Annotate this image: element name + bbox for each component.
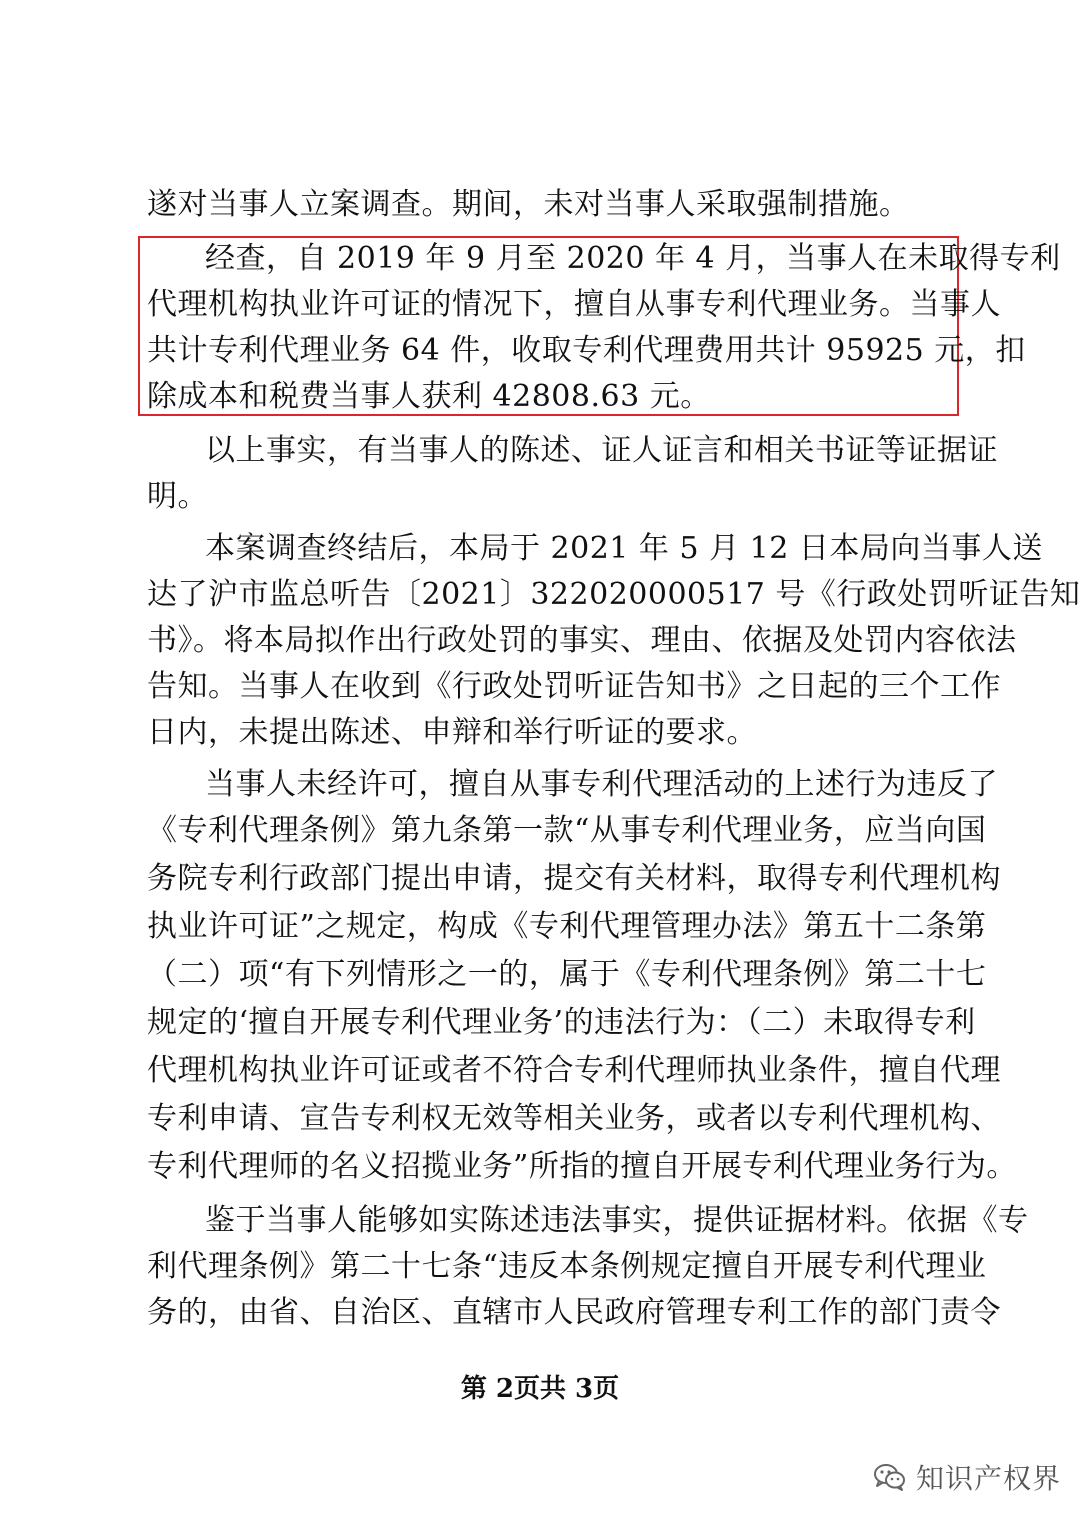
text-line: （二）项“有下列情形之一的，属于《专利代理条例》第二十七 xyxy=(147,957,987,992)
text-line: 共计专利代理业务 64 件，收取专利代理费用共计 95925 元，扣 xyxy=(147,333,1026,368)
text-line: 专利申请、宣告专利权无效等相关业务，或者以专利代理机构、 xyxy=(147,1101,1001,1136)
text-line: 经查，自 2019 年 9 月至 2020 年 4 月，当事人在未取得专利 xyxy=(205,241,1061,276)
text-line: 鉴于当事人能够如实陈述违法事实，提供证据材料。依据《专 xyxy=(205,1203,1029,1238)
text-line: 务的，由省、自治区、直辖市人民政府管理专利工作的部门责令 xyxy=(147,1295,1001,1330)
watermark-text: 知识产权界 xyxy=(916,1462,1062,1495)
text-line: 利代理条例》第二十七条“违反本条例规定擅自开展专利代理业 xyxy=(147,1249,987,1284)
text-line: 代理机构执业许可证的情况下，擅自从事专利代理业务。当事人 xyxy=(147,287,1001,322)
text-line: 当事人未经许可，擅自从事专利代理活动的上述行为违反了 xyxy=(205,767,998,802)
text-line: 日内，未提出陈述、申辩和举行听证的要求。 xyxy=(147,715,757,750)
text-line: 以上事实，有当事人的陈述、证人证言和相关书证等证据证 xyxy=(205,433,998,468)
text-line: 执业许可证”之规定，构成《专利代理管理办法》第五十二条第 xyxy=(147,909,987,944)
text-line: 《专利代理条例》第九条第一款“从事专利代理业务，应当向国 xyxy=(147,813,987,848)
text-line: 明。 xyxy=(147,479,208,514)
text-line: 代理机构执业许可证或者不符合专利代理师执业条件，擅自代理 xyxy=(147,1053,1001,1088)
text-line: 规定的‘擅自开展专利代理业务’的违法行为：（二）未取得专利 xyxy=(147,1005,976,1040)
page-indicator: 第 2页共 3页 xyxy=(460,1374,620,1404)
text-line: 达了沪市监总听告〔2021〕322020000517 号《行政处罚听证告知 xyxy=(147,577,1080,612)
text-line: 书》。将本局拟作出行政处罚的事实、理由、依据及处罚内容依法 xyxy=(147,623,1017,658)
text-line: 本案调查终结后，本局于 2021 年 5 月 12 日本局向当事人送 xyxy=(205,531,1043,566)
watermark xyxy=(872,1457,1061,1497)
text-line: 遂对当事人立案调查。期间，未对当事人采取强制措施。 xyxy=(147,187,910,222)
text-line: 专利代理师的名义招揽业务”所指的擅自开展专利代理业务行为。 xyxy=(147,1149,1017,1184)
text-line: 务院专利行政部门提出申请，提交有关材料，取得专利代理机构 xyxy=(147,861,1001,896)
wechat-icon xyxy=(872,1459,908,1495)
text-line: 告知。当事人在收到《行政处罚听证告知书》之日起的三个工作 xyxy=(147,669,1001,704)
text-line: 除成本和税费当事人获利 42808.63 元。 xyxy=(147,379,711,414)
